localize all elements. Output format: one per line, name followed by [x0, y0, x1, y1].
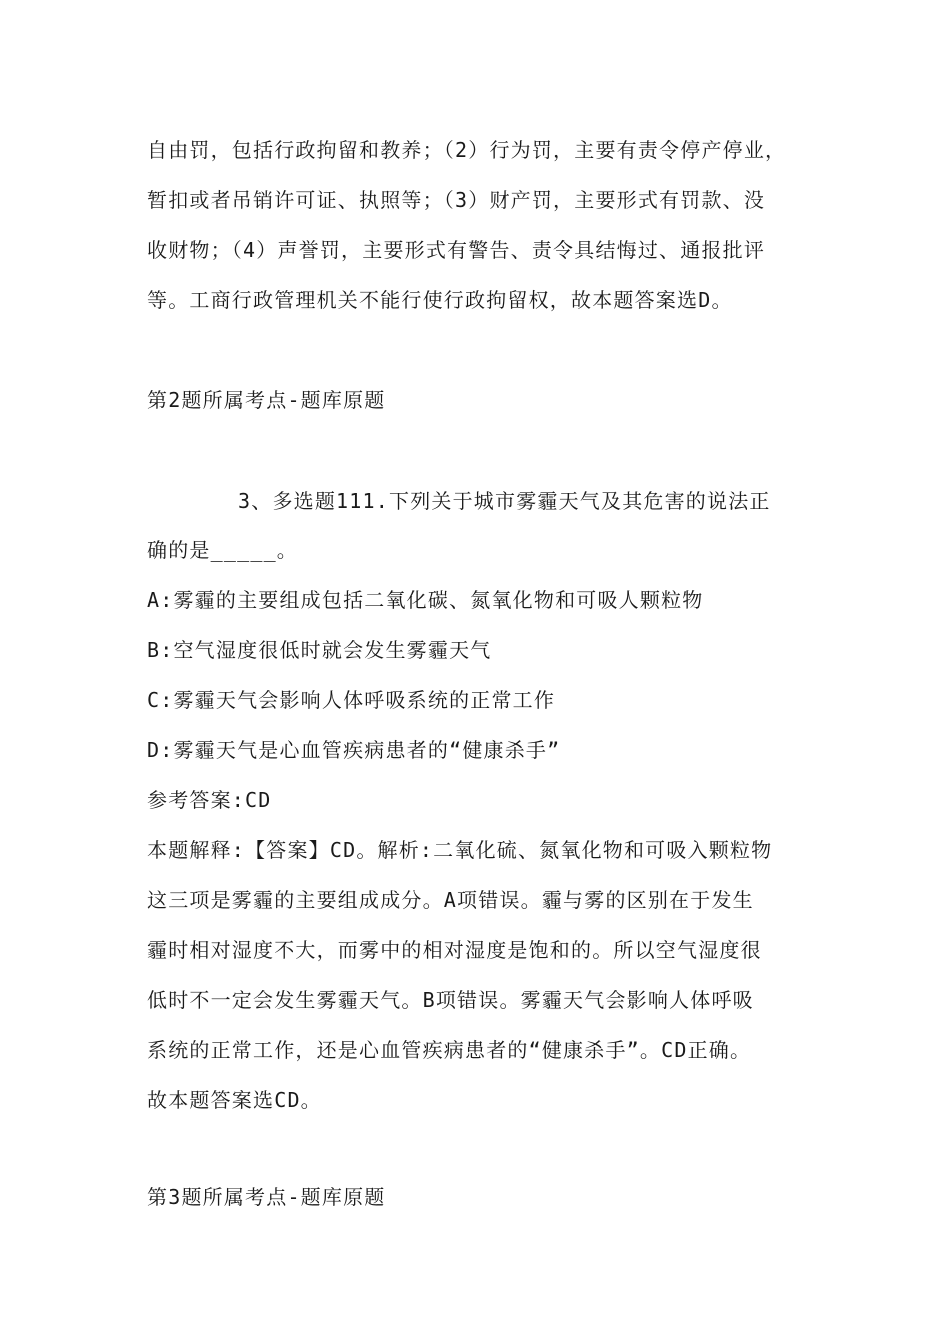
explanation-line: 这三项是雾霾的主要组成成分。A项错误。霾与雾的区别在于发生	[147, 888, 754, 912]
explanation-line: 等。工商行政管理机关不能行使行政拘留权，故本题答案选D。	[147, 288, 733, 312]
explanation-line: 低时不一定会发生雾霾天气。B项错误。雾霾天气会影响人体呼吸	[147, 988, 754, 1012]
option-b: B:空气湿度很低时就会发生雾霾天气	[147, 638, 492, 662]
explanation-line: 收财物；（4）声誉罚，主要形式有警告、责令具结悔过、通报批评	[147, 238, 766, 262]
option-d: D:雾霾天气是心血管疾病患者的“健康杀手”	[147, 738, 561, 762]
question-stem-continued: 确的是_____。	[147, 538, 299, 562]
explanation-line: 霾时相对湿度不大，而雾中的相对湿度是饱和的。所以空气湿度很	[147, 938, 762, 962]
question-stem: 3、多选题111.下列关于城市雾霾天气及其危害的说法正	[238, 489, 771, 513]
reference-answer: 参考答案:CD	[147, 788, 272, 812]
explanation-line: 暂扣或者吊销许可证、执照等；（3）财产罚，主要形式有罚款、没	[147, 188, 766, 212]
option-c: C:雾霾天气会影响人体呼吸系统的正常工作	[147, 688, 556, 712]
question-category: 第3题所属考点-题库原题	[147, 1185, 386, 1209]
explanation-line: 自由罚，包括行政拘留和教养；（2）行为罚，主要有责令停产停业，	[147, 138, 787, 162]
explanation-line: 本题解释:【答案】CD。解析:二氧化硫、氮氧化物和可吸入颗粒物	[147, 838, 773, 862]
option-a: A:雾霾的主要组成包括二氧化碳、氮氧化物和可吸人颗粒物	[147, 588, 704, 612]
explanation-line: 故本题答案选CD。	[147, 1088, 322, 1112]
explanation-line: 系统的正常工作，还是心血管疾病患者的“健康杀手”。CD正确。	[147, 1038, 752, 1062]
question-category: 第2题所属考点-题库原题	[147, 388, 386, 412]
